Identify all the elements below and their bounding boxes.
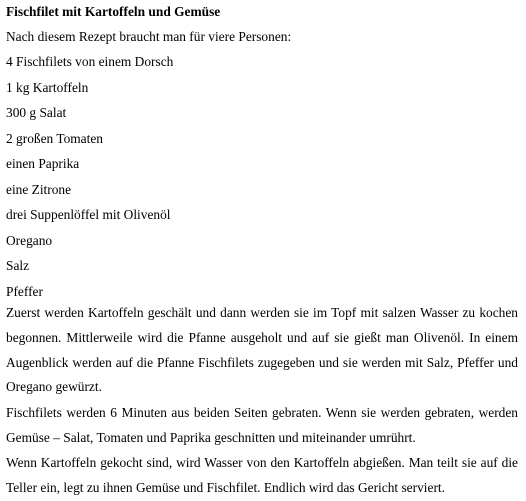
recipe-intro: Nach diesem Rezept braucht man für viere Personen: <box>6 29 292 44</box>
step-paragraph: Wenn Kartoffeln gekocht sind, wird Wasser von den Kartoffeln abgießen. Man teilt sie auf die Teller ein, legt zu ihnen Gemüse und Fischfilet. Endlich wird das Gericht serviert. <box>6 455 518 495</box>
ingredient-item: 1 kg Kartoffeln <box>6 79 89 95</box>
ingredient-item: Pfeffer <box>6 283 43 299</box>
recipe-title: Fischfilet mit Kartoffeln und Gemüse <box>6 4 221 19</box>
ingredient-item: 300 g Salat <box>6 105 67 120</box>
ingredient-item: Oregano <box>6 232 53 248</box>
ingredient-item: drei Suppenlöffel mit Olivenöl <box>6 207 171 222</box>
ingredient-item: einen Paprika <box>6 156 80 171</box>
step-paragraph: Zuerst werden Kartoffeln geschält und dann werden sie im Topf mit salzen Wasser zu kochen begonnen. Mittlerweile wird die Pfanne ausgeholt und auf sie gießt man Olivenöl. In einem Augenblick werden auf die Pfanne Fischfilets zugegeben und sie werden mit Salz, Pfeffer und Oregano gewürzt. <box>6 305 518 395</box>
ingredient-item: 2 großen Tomaten <box>6 130 103 146</box>
ingredient-item: 4 Fischfilets von einem Dorsch <box>6 54 174 69</box>
ingredient-item: Salz <box>6 258 30 273</box>
ingredient-item: eine Zitrone <box>6 181 72 197</box>
step-paragraph: Fischfilets werden 6 Minuten aus beiden Seiten gebraten. Wenn sie werden gebraten, werden Gemüse – Salat, Tomaten und Paprika geschnitten und miteinander umrührt. <box>6 405 518 445</box>
